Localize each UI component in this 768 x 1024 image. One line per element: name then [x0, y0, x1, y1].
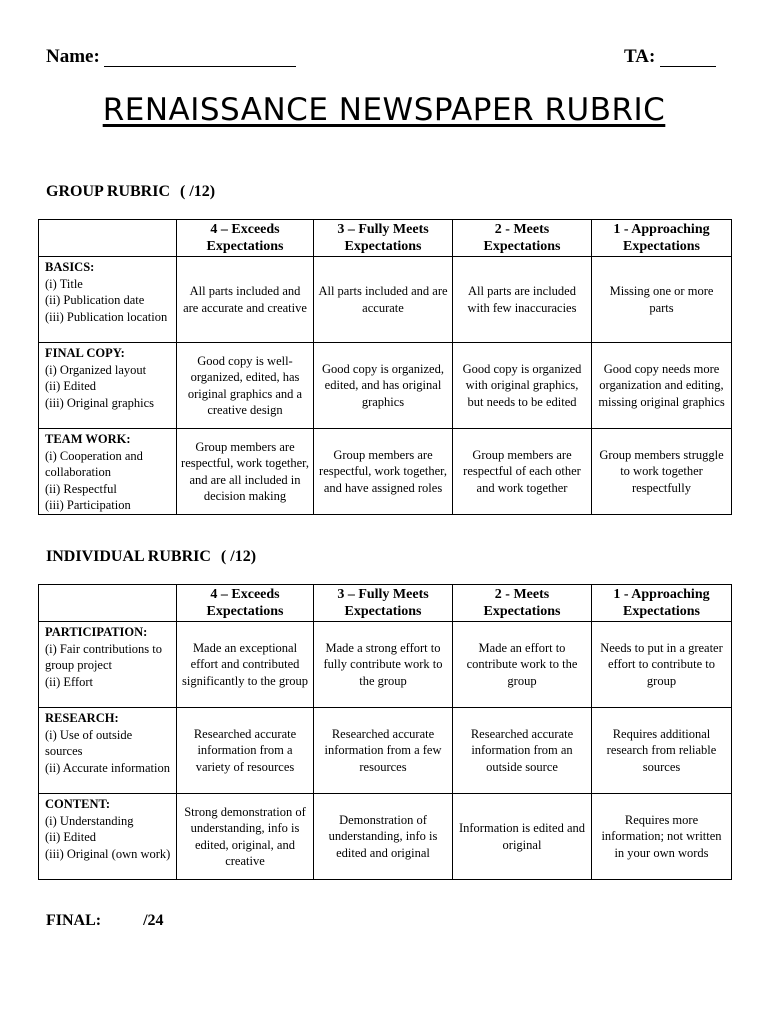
rubric-cell-fully-meets[interactable]: All parts included and are accurate — [314, 257, 453, 343]
group-rubric-heading — [46, 183, 215, 201]
final-label: FINAL: — [46, 912, 102, 929]
criteria-item: (ii) Accurate information — [45, 760, 170, 775]
rubric-row — [39, 343, 732, 429]
header-meets: 2 - Meets Expectations — [453, 585, 592, 622]
criteria-cell — [39, 343, 177, 429]
rubric-cell-meets[interactable]: Researched accurate information from an outside source — [453, 708, 592, 794]
criteria-item: (iii) Original (own work) — [45, 846, 171, 861]
criteria-cell — [39, 794, 177, 880]
individual-rubric-heading — [46, 548, 256, 566]
final-score-value: /24 — [143, 912, 164, 929]
header-meets: 2 - Meets Expectations — [453, 220, 592, 257]
criteria-title: PARTICIPATION: — [45, 625, 148, 639]
group-rubric-table — [38, 219, 732, 515]
criteria-item: (i) Cooperation and collaboration — [45, 448, 143, 479]
individual-header-row — [39, 585, 732, 622]
criteria-item: (ii) Respectful — [45, 481, 117, 496]
criteria-item: (iii) Original graphics — [45, 395, 154, 410]
rubric-cell-exceeds[interactable]: All parts included and are accurate and creative — [177, 257, 314, 343]
ta-label: TA: — [624, 46, 656, 67]
rubric-cell-exceeds[interactable]: Researched accurate information from a variety of resources — [177, 708, 314, 794]
group-header-row — [39, 220, 732, 257]
criteria-item: (i) Fair contributions to group project — [45, 641, 162, 672]
final-score — [46, 912, 164, 930]
header-fully-meets: 3 – Fully Meets Expectations — [314, 585, 453, 622]
individual-rubric-table — [38, 584, 732, 880]
page-title: RENAISSANCE NEWSPAPER RUBRIC — [102, 92, 666, 128]
rubric-cell-approaching[interactable]: Requires additional research from reliable sources — [592, 708, 732, 794]
rubric-cell-fully-meets[interactable]: Group members are respectful, work together, and have assigned roles — [314, 429, 453, 515]
rubric-cell-approaching[interactable]: Requires more information; not written in your own words — [592, 794, 732, 880]
rubric-cell-approaching[interactable]: Needs to put in a greater effort to contribute to group — [592, 622, 732, 708]
criteria-item: (ii) Effort — [45, 674, 94, 689]
criteria-item: (iii) Publication location — [45, 309, 168, 324]
header-approaching: 1 - Approaching Expectations — [592, 585, 732, 622]
rubric-row — [39, 794, 732, 880]
criteria-item: (iii) Participation — [45, 498, 131, 512]
header-row — [46, 46, 722, 74]
header-exceeds: 4 – Exceeds Expectations — [177, 585, 314, 622]
criteria-item: (i) Use of outside sources — [45, 727, 133, 758]
rubric-cell-approaching[interactable]: Missing one or more parts — [592, 257, 732, 343]
ta-blank-line[interactable] — [660, 66, 716, 67]
rubric-cell-meets[interactable]: Made an effort to contribute work to the group — [453, 622, 592, 708]
rubric-cell-fully-meets[interactable]: Demonstration of understanding, info is edited and original — [314, 794, 453, 880]
criteria-item: (ii) Edited — [45, 830, 97, 844]
header-criteria — [39, 220, 177, 257]
criteria-cell — [39, 429, 177, 515]
criteria-title: TEAM WORK: — [45, 432, 131, 446]
rubric-cell-fully-meets[interactable]: Good copy is organized, edited, and has original graphics — [314, 343, 453, 429]
criteria-title: RESEARCH: — [45, 711, 119, 725]
rubric-cell-exceeds[interactable]: Strong demonstration of understanding, info is edited, original, and creative — [177, 794, 314, 880]
name-blank-line[interactable] — [104, 66, 296, 67]
rubric-cell-meets[interactable]: Group members are respectful of each other and work together — [453, 429, 592, 515]
header-exceeds: 4 – Exceeds Expectations — [177, 220, 314, 257]
rubric-cell-exceeds[interactable]: Good copy is well-organized, edited, has original graphics and a creative design — [177, 343, 314, 429]
rubric-cell-meets[interactable]: Information is edited and original — [453, 794, 592, 880]
group-rubric-label: GROUP RUBRIC — [46, 183, 171, 200]
individual-rubric-score: ( /12) — [220, 548, 257, 565]
group-rubric-score: ( /12) — [180, 183, 216, 200]
criteria-cell — [39, 257, 177, 343]
rubric-row — [39, 429, 732, 515]
criteria-title: FINAL COPY: — [45, 346, 125, 360]
criteria-item: (ii) Edited — [45, 379, 97, 393]
criteria-item: (ii) Publication date — [45, 293, 145, 307]
rubric-row — [39, 622, 732, 708]
rubric-row — [39, 708, 732, 794]
individual-rubric-label: INDIVIDUAL RUBRIC — [46, 548, 211, 565]
criteria-item: (i) Title — [45, 276, 83, 291]
criteria-title: BASICS: — [45, 260, 95, 274]
rubric-cell-approaching[interactable]: Good copy needs more organization and editing, missing original graphics — [592, 343, 732, 429]
rubric-cell-exceeds[interactable]: Group members are respectful, work together, and are all included in decision making — [177, 429, 314, 515]
rubric-cell-fully-meets[interactable]: Researched accurate information from a few resources — [314, 708, 453, 794]
header-criteria — [39, 585, 177, 622]
criteria-item: (i) Understanding — [45, 813, 134, 828]
name-label: Name: — [46, 46, 100, 67]
rubric-cell-meets[interactable]: Good copy is organized with original graphics, but needs to be edited — [453, 343, 592, 429]
criteria-cell — [39, 708, 177, 794]
criteria-cell — [39, 622, 177, 708]
rubric-cell-exceeds[interactable]: Made an exceptional effort and contributed significantly to the group — [177, 622, 314, 708]
rubric-cell-fully-meets[interactable]: Made a strong effort to fully contribute work to the group — [314, 622, 453, 708]
header-fully-meets: 3 – Fully Meets Expectations — [314, 220, 453, 257]
criteria-item: (i) Organized layout — [45, 362, 147, 377]
rubric-cell-meets[interactable]: All parts are included with few inaccuracies — [453, 257, 592, 343]
criteria-title: CONTENT: — [45, 797, 111, 811]
rubric-row — [39, 257, 732, 343]
header-approaching: 1 - Approaching Expectations — [592, 220, 732, 257]
rubric-cell-approaching[interactable]: Group members struggle to work together respectfully — [592, 429, 732, 515]
